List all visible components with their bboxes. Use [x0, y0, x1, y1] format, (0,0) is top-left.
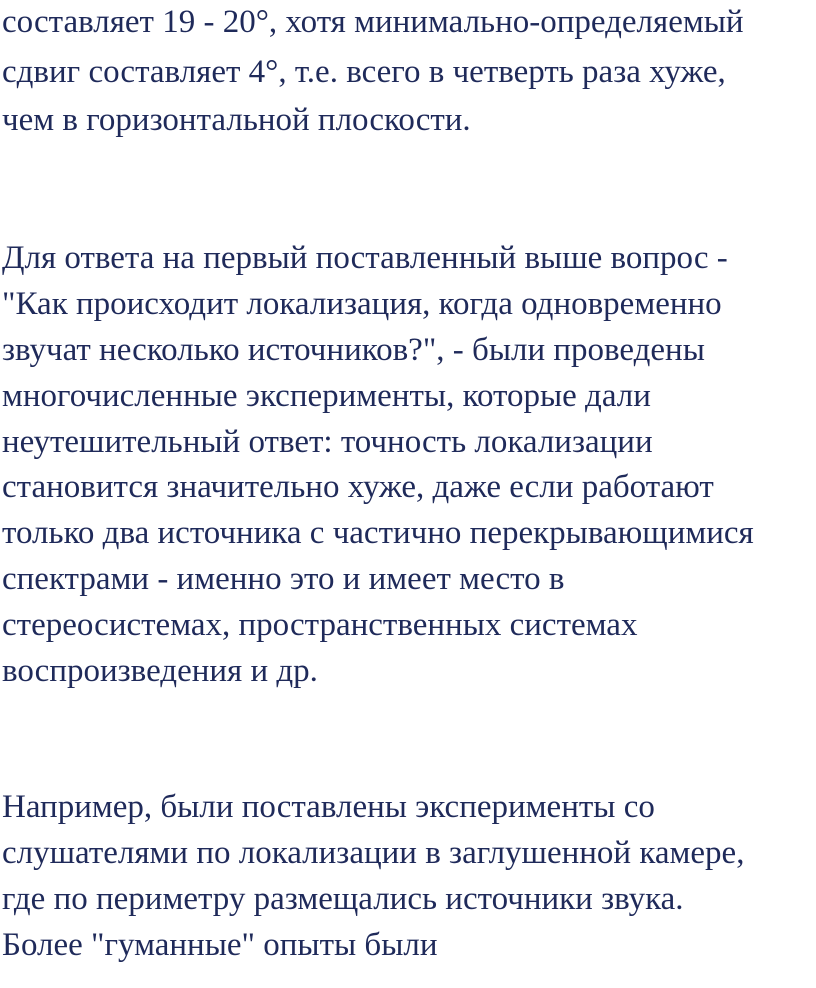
text-line: сдвиг составляет 4°, т.е. всего в четверть раза хуже,	[2, 54, 726, 90]
text-line: где по периметру размещались источники звука.	[2, 881, 684, 917]
text-line: только два источника с частично перекрывающимися	[2, 515, 754, 551]
text-line: Например, были поставлены эксперименты со	[2, 789, 655, 825]
text-line: составляет 19 - 20°, хотя минимально-определяемый	[2, 4, 744, 40]
text-line: воспроизведения и др.	[2, 653, 318, 689]
text-line: неутешительный ответ: точность локализации	[2, 424, 653, 460]
text-line: слушателями по локализации в заглушенной камере,	[2, 835, 745, 871]
text-line: стереосистемах, пространственных системах	[2, 607, 638, 643]
text-line: Для ответа на первый поставленный выше вопрос -	[2, 240, 728, 276]
text-line: звучат несколько источников?", - были проведены	[2, 332, 705, 368]
text-line: чем в горизонтальной плоскости.	[2, 102, 471, 138]
text-line: становится значительно хуже, даже если работают	[2, 469, 714, 505]
text-line: спектрами - именно это и имеет место в	[2, 561, 565, 597]
text-line: многочисленные эксперименты, которые дали	[2, 378, 651, 414]
text-line: "Как происходит локализация, когда одновременно	[2, 286, 722, 322]
text-line: Более "гуманные" опыты были	[2, 927, 438, 963]
